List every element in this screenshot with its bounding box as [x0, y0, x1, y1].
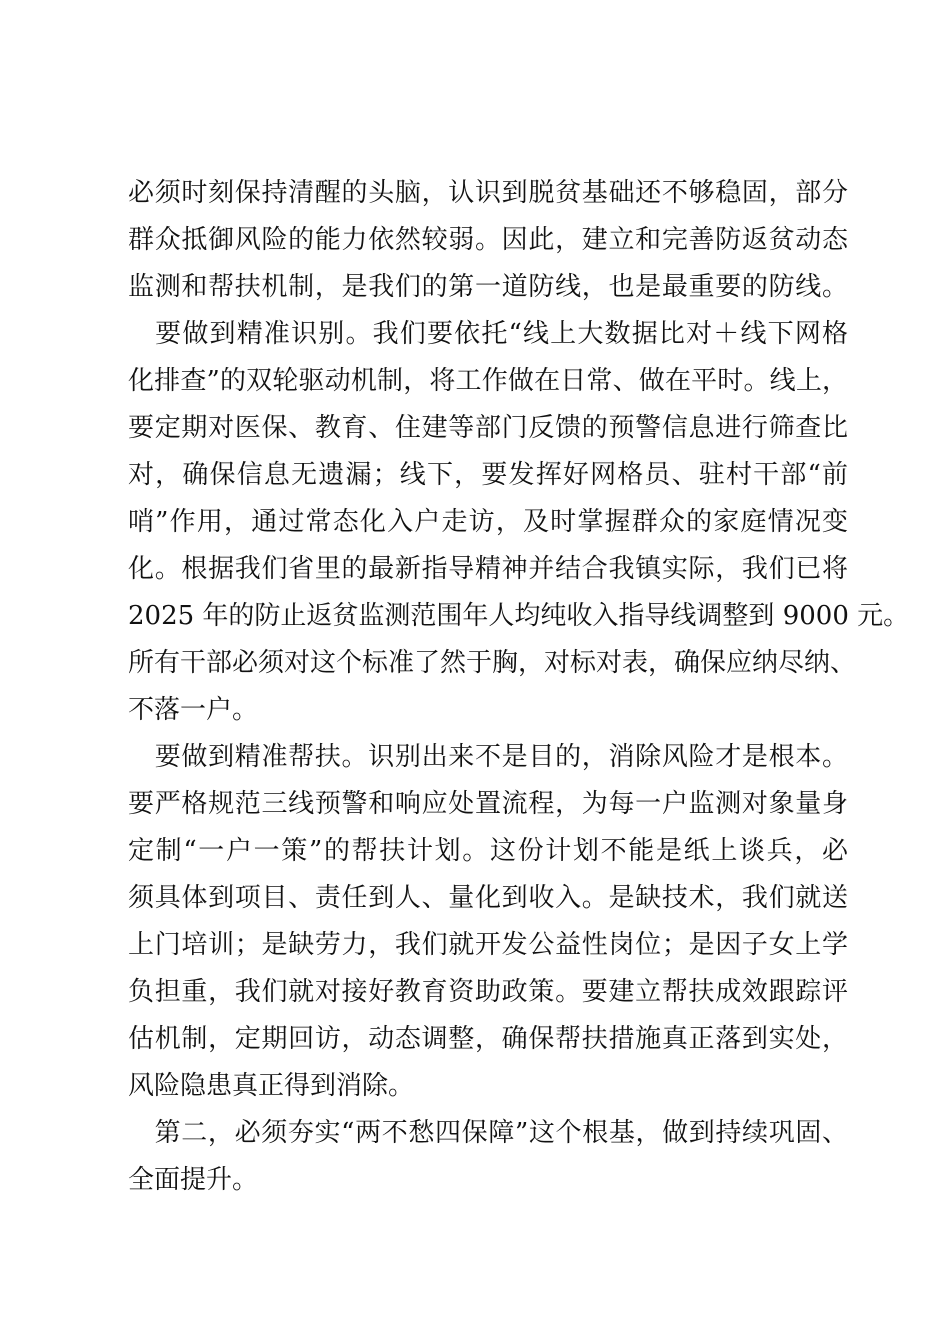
- paragraph-2: [128, 311, 910, 734]
- text-line: 风险隐患真正得到消除。: [128, 1071, 415, 1101]
- text-line: 须具体到项目、责任到人、量化到收入。是缺技术，我们就送: [128, 883, 848, 913]
- text-line: 估机制，定期回访，动态调整，确保帮扶措施真正落到实处，: [128, 1024, 848, 1054]
- text-line: 上门培训；是缺劳力，我们就开发公益性岗位；是因子女上学: [128, 930, 848, 960]
- document-body: [128, 170, 910, 1204]
- text-line: 必须时刻保持清醒的头脑，认识到脱贫基础还不够稳固，部分: [128, 178, 848, 208]
- paragraph-4: [128, 1110, 848, 1204]
- text-line: 要做到精准识别。我们要依托“线上大数据比对＋线下网格: [128, 319, 848, 349]
- text-line: 全面提升。: [128, 1165, 259, 1195]
- text-line: 要严格规范三线预警和响应处置流程，为每一户监测对象量身: [128, 789, 848, 819]
- text-line: 要做到精准帮扶。识别出来不是目的，消除风险才是根本。: [128, 742, 848, 772]
- text-line: 化。根据我们省里的最新指导精神并结合我镇实际，我们已将: [128, 554, 848, 584]
- paragraph-1: [128, 170, 848, 311]
- paragraph-3: [128, 734, 848, 1110]
- text-line: 负担重，我们就对接好教育资助政策。要建立帮扶成效跟踪评: [128, 977, 848, 1007]
- text-line: 第二，必须夯实“两不愁四保障”这个根基，做到持续巩固、: [128, 1118, 848, 1148]
- text-line: 哨”作用，通过常态化入户走访，及时掌握群众的家庭情况变: [128, 507, 848, 537]
- text-line: 要定期对医保、教育、住建等部门反馈的预警信息进行筛查比: [128, 413, 848, 443]
- text-line: 监测和帮扶机制，是我们的第一道防线，也是最重要的防线。: [128, 272, 848, 302]
- text-line: 所有干部必须对这个标准了然于胸，对标对表，确保应纳尽纳、: [128, 648, 857, 678]
- text-line: 化排查”的双轮驱动机制，将工作做在日常、做在平时。线上，: [128, 366, 848, 396]
- text-line: 群众抵御风险的能力依然较弱。因此，建立和完善防返贫动态: [128, 225, 848, 255]
- text-line: 对，确保信息无遗漏；线下，要发挥好网格员、驻村干部“前: [128, 460, 848, 490]
- text-line: 定制“一户一策”的帮扶计划。这份计划不能是纸上谈兵，必: [128, 836, 848, 866]
- text-line: 不落一户。: [128, 695, 259, 725]
- text-line: 2025 年的防止返贫监测范围年人均纯收入指导线调整到 9000 元。: [128, 601, 910, 631]
